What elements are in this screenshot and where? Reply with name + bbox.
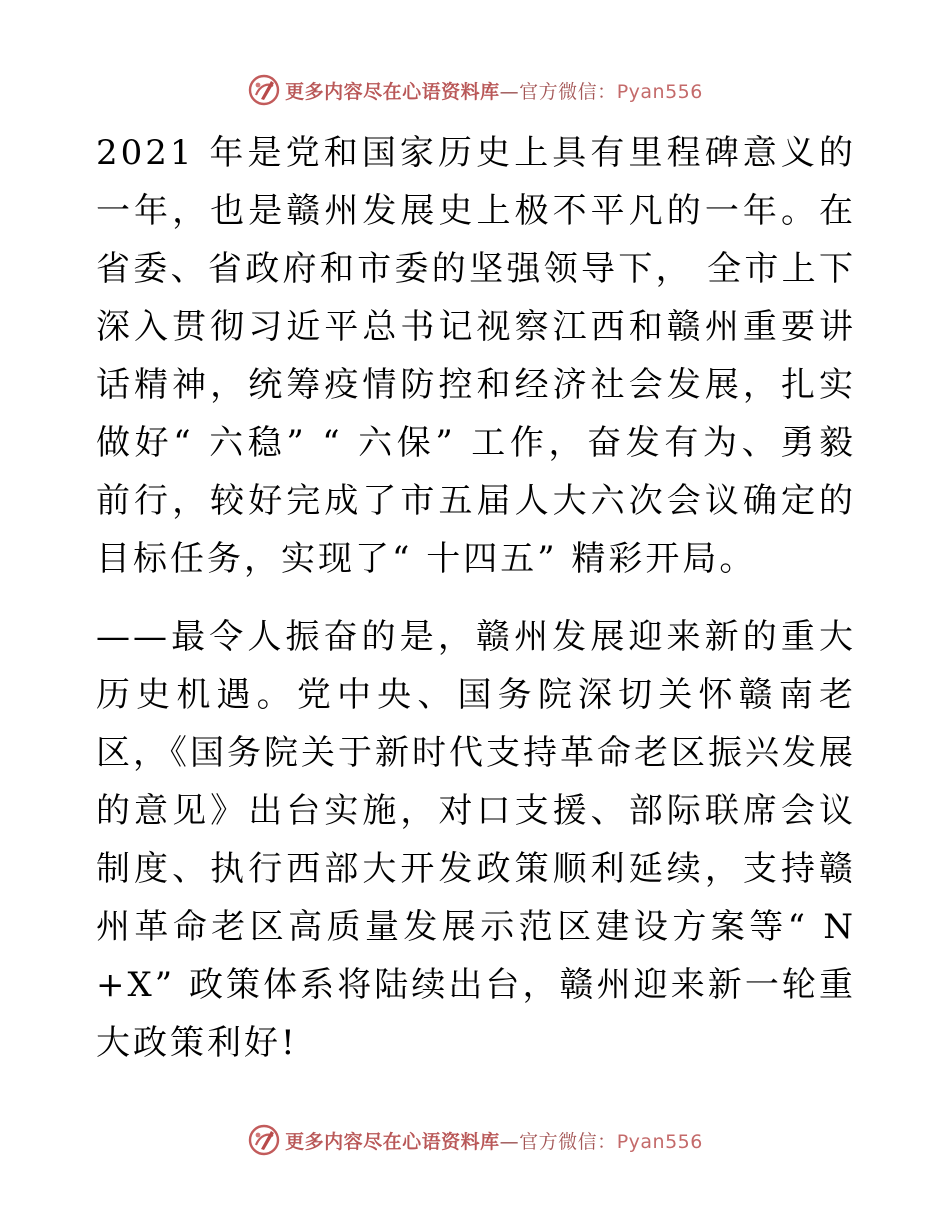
watermark-dash: — [499, 80, 520, 103]
watermark-wechat-label: 官方微信： [519, 1130, 617, 1153]
watermark-main-text: 更多内容尽在心语资料库 [285, 1130, 500, 1153]
pen-swirl-logo-icon [247, 73, 281, 107]
pen-swirl-logo-icon [247, 1123, 281, 1157]
watermark-main-text: 更多内容尽在心语资料库 [285, 80, 500, 103]
header-watermark [0, 70, 950, 110]
paragraph-1: 2021 年是党和国家历史上具有里程碑意义的一年，也是赣州发展史上极不平凡的一年。在省委、省政府和市委的坚强领导下， 全市上下深入贯彻习近平总书记视察江西和赣州重要讲话精神，统筹疫情防控和经济社会发展，扎实做好“ 六稳” “ 六保” 工作，奋发有为、勇毅前行，较好完成了市五届人大六次会议确定的目标任务，实现了“ 十四五” 精彩开局。 [96, 133, 856, 579]
watermark-wechat-id: Pyan556 [616, 1130, 703, 1153]
watermark-text [285, 1127, 703, 1154]
paragraph-2: ——最令人振奋的是，赣州发展迎来新的重大历史机遇。党中央、国务院深切关怀赣南老区，《国务院关于新时代支持革命老区振兴发展的意见》出台实施，对口支援、部际联席会议制度、执行西部大开发政策顺利延续，支持赣州革命老区高质量发展示范区建设方案等“ N+X” 政策体系将陆续出台，赣州迎来新一轮重大政策利好! [96, 617, 856, 1063]
watermark-text [285, 77, 703, 104]
watermark-wechat-id: Pyan556 [616, 80, 703, 103]
document-body [96, 124, 856, 1072]
footer-watermark [0, 1120, 950, 1160]
watermark-wechat-label: 官方微信： [519, 80, 617, 103]
watermark-dash: — [499, 1130, 520, 1153]
